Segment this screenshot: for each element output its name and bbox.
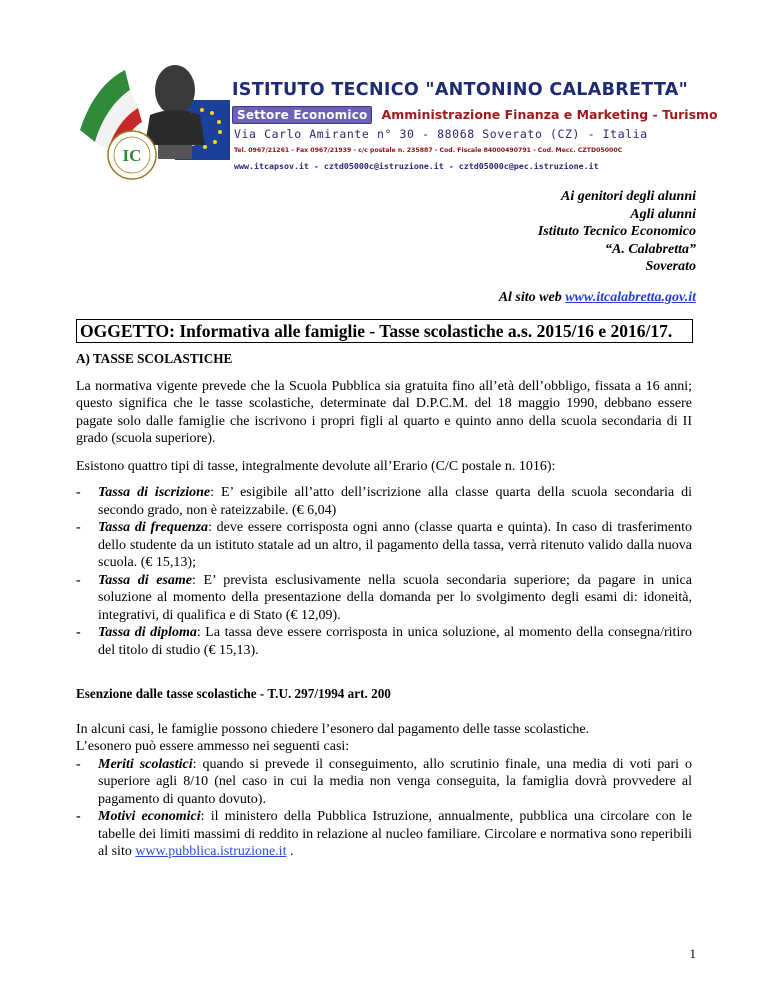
exemption-intro-1: In alcuni casi, le famiglie possono chiedere l’esonero dal pagamento delle tasse scolastiche. xyxy=(76,721,590,737)
item-suffix: . xyxy=(286,844,294,859)
item-text: : E’ esigibile all’atto dell’iscrizione alla classe quarta della scuola secondaria di secondo grado, non è rateizzabile. (€ 6,04) xyxy=(98,485,692,518)
exemption-heading: Esenzione dalle tasse scolastiche - T.U. 297/1994 art. 200 xyxy=(76,686,391,701)
section-a-intro: La normativa vigente prevede che la Scuola Pubblica sia gratuita fino all’età dell’obbligo, fissata a 16 anni; questo significa che le tasse scolastiche, determinate dal D.P.C.M. del 18 maggio 1990, debbano essere pagate solo dalle famiglie che iscrivono i propri figli al quarto e quinto anno della scuola secondaria di II grado (scuola superiore). xyxy=(76,378,692,446)
seal-logo-text: IC xyxy=(122,146,142,165)
subject-box: OGGETTO: Informativa alle famiglie - Tasse scolastiche a.s. 2015/16 e 2016/17. xyxy=(76,319,693,343)
list-item xyxy=(76,519,692,572)
list-item xyxy=(76,808,692,861)
item-text: : E’ prevista esclusivamente nella scuola secondaria superiore; da pagare in unica soluzione al momento della presentazione della domanda per lo svolgimento degli esami di: idoneità, integrativi, di qualifica e di Stato (€ 12,09). xyxy=(98,572,692,623)
addressees-block xyxy=(538,188,696,276)
dash-bullet: - xyxy=(76,572,81,588)
list-item xyxy=(76,484,692,519)
tax-types-list xyxy=(76,484,692,659)
school-web-contacts: www.itcapsov.it - cztd05000c@istruzione.it - cztd05000c@pec.istruzione.it xyxy=(234,161,599,171)
addressee-line: Agli alunni xyxy=(630,206,696,222)
sector-badge: Settore Economico xyxy=(232,106,372,124)
item-term: Meriti scolastici xyxy=(98,756,193,772)
dash-bullet: - xyxy=(76,485,81,500)
exemption-list xyxy=(76,756,692,861)
item-text: : deve essere corrisposta ogni anno (classe quarta e quinta). In caso di trasferimento dello studente da un istituto statale ad un altro, il pagamento della tassa, verrà ritenuto valido dalla nuova scuola. (€ 15,13); xyxy=(98,520,692,570)
item-term: Tassa di iscrizione xyxy=(98,485,211,500)
list-item xyxy=(76,624,692,659)
item-text: : il ministero della Pubblica Istruzione, annualmente, pubblica una circolare con le tabelle dei limiti massimi di reddito in relazione al nucleo familiare. Circolare e normativa sono reperibili al sito xyxy=(98,809,693,859)
list-item xyxy=(76,756,692,809)
section-a xyxy=(76,350,692,659)
dash-bullet: - xyxy=(76,625,81,640)
bust-shoulders xyxy=(145,110,205,145)
dash-bullet: - xyxy=(76,756,81,772)
item-text: : quando si prevede il conseguimento, allo scrutinio finale, una media di voti pari o superiore agli 8/10 (nel caso in cui la media non venga conseguita, la famiglia dovrà provvedere al pagamento di quanto dovuto). xyxy=(98,756,692,807)
website-line xyxy=(499,290,696,306)
section-a-heading: A) TASSE SCOLASTICHE xyxy=(76,351,233,366)
website-link[interactable]: www.itcalabretta.gov.it xyxy=(565,290,696,305)
website-prefix: Al sito web xyxy=(498,290,566,305)
addressee-line: “A. Calabretta” xyxy=(604,241,696,257)
page-number: 1 xyxy=(689,946,696,961)
ministry-website-link[interactable]: www.pubblica.istruzione.it xyxy=(135,844,287,859)
addressee-line: Ai genitori degli alunni xyxy=(561,189,696,204)
item-term: Tassa di esame xyxy=(98,572,193,588)
school-phones: Tel. 0967/21261 - Fax 0967/21939 - c/c postale n. 235887 - Cod. Fiscale 84000490791 - Cod. Mecc. CZTD05000C xyxy=(234,147,623,154)
exemption-intro-2: L’esonero può essere ammesso nei seguenti casi: xyxy=(76,739,350,754)
addressee-line: Istituto Tecnico Economico xyxy=(537,224,696,239)
sector-text: Amministrazione Finanza e Marketing - Turismo xyxy=(381,107,718,122)
item-term: Tassa di diploma xyxy=(98,625,197,640)
sector-line xyxy=(232,104,718,124)
bust-statue xyxy=(155,65,195,115)
list-item xyxy=(76,572,692,625)
item-term: Tassa di frequenza xyxy=(98,520,209,535)
bust-pedestal xyxy=(158,145,192,159)
addressee-line: Soverato xyxy=(645,259,696,274)
item-term: Motivi economici xyxy=(98,809,201,824)
exemption-section xyxy=(76,685,692,861)
dash-bullet: - xyxy=(76,520,81,535)
school-address: Via Carlo Amirante n° 30 - 88068 Soverato (CZ) - Italia xyxy=(234,127,648,141)
letterhead xyxy=(80,60,730,180)
school-name: ISTITUTO TECNICO "ANTONINO CALABRETTA" xyxy=(232,80,689,100)
item-text: : La tassa deve essere corrisposta in unica soluzione, al momento della consegna/ritiro del titolo di studio (€ 15,13). xyxy=(98,625,692,658)
school-logo-art xyxy=(80,60,230,180)
dash-bullet: - xyxy=(76,809,81,824)
section-a-types-intro: Esistono quattro tipi di tasse, integralmente devolute all’Erario (C/C postale n. 1016): xyxy=(76,458,556,474)
